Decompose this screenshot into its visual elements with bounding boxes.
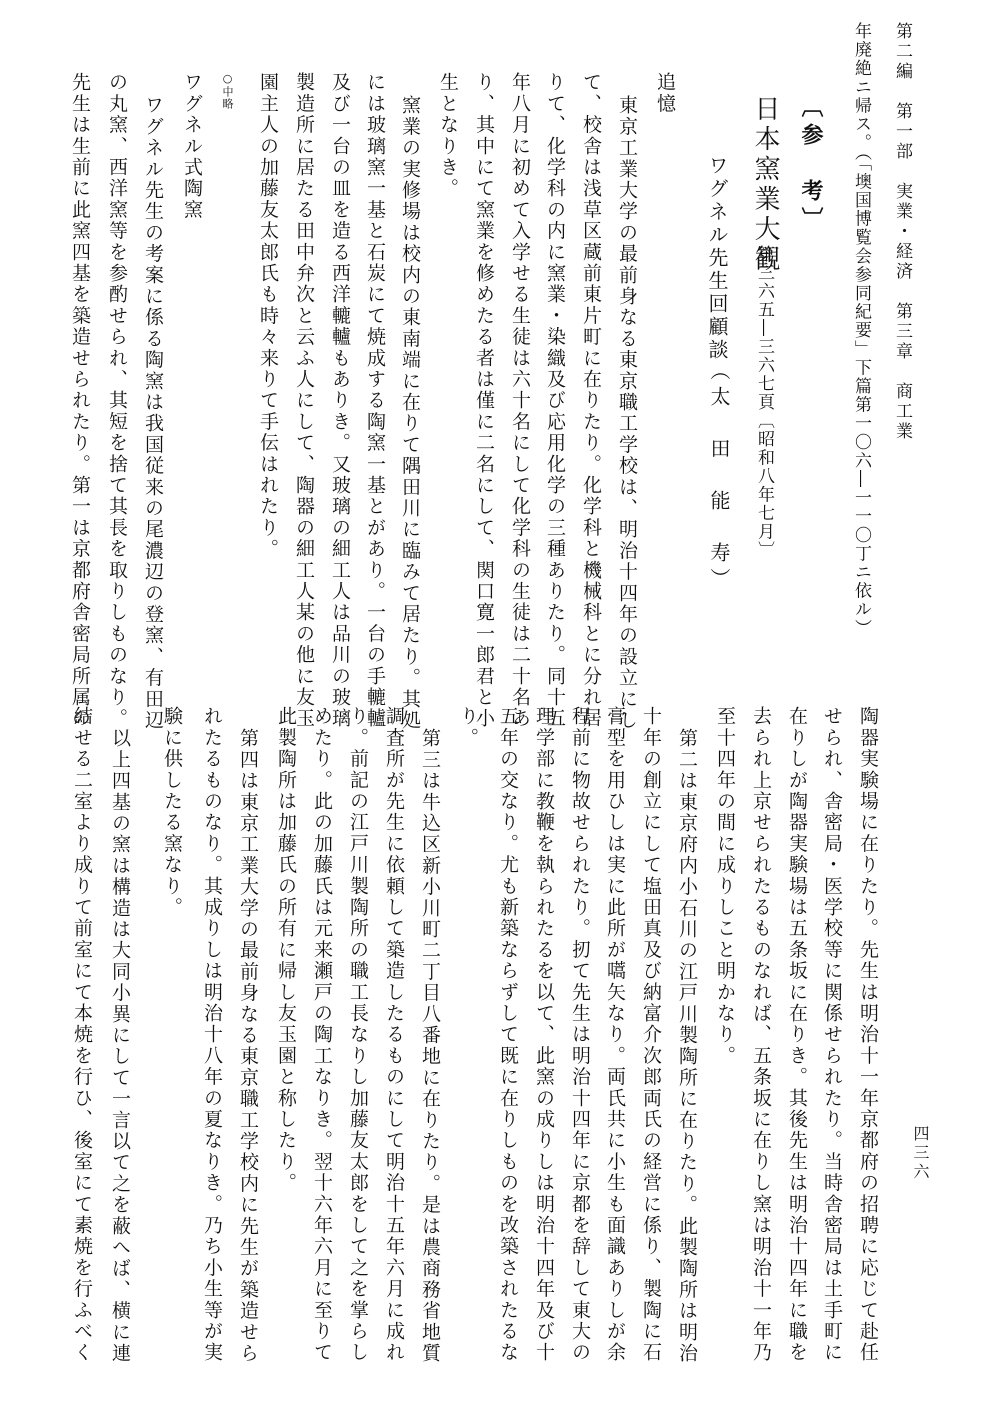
bottom-para2-line: り。 <box>457 706 479 749</box>
bottom-para2-line: 五年の交なり。尤も新築ならずして既に在りしものを改築されたるな <box>497 706 519 1364</box>
top-para3-line: 先生は生前に此窯四基を築造せられたり。第一は京都府舎密局所属の <box>69 72 91 730</box>
book-pages: 第三六五―三六七頁〔昭和八年七月〕 <box>754 245 774 560</box>
bottom-para3-line: 此製陶所は加藤氏の所有に帰し友玉園と称したり。 <box>275 706 297 1194</box>
bottom-para1-line: せられ、舎密局・医学校等に関係せられたり。当時舎密局は土手町に <box>821 706 843 1364</box>
top-para1-line: りて、化学科の内に窯業・染織及び応用化学の三種ありたり。同十五 <box>544 72 566 730</box>
top-para1-line: 東京工業大学の最前身なる東京職工学校は、明治十四年の設立にし <box>616 95 638 731</box>
bottom-para4-line: 験に供したる窯なり。 <box>161 706 183 918</box>
bottom-para2-line: 十年の創立にして塩田真及び納富介次郎両氏の経営に係り、製陶に石 <box>640 706 662 1364</box>
top-para1-line: り、其中にて窯業を修めたる者は僅に二名にして、関口寛一郎君と小 <box>473 72 495 730</box>
intro-line: 年廃絶ニ帰ス。（「墺国博覧会参同紀要」下篇第一〇六―一一〇丁ニ依ル） <box>851 22 871 638</box>
top-para1-line: 年八月に初めて入学せる生徒は六十名にして化学科の生徒は二十名あ <box>509 72 531 730</box>
bottom-para3-line: り。前記の江戸川製陶所の職工長なりし加藤友太郎をして之を掌らし <box>347 706 369 1364</box>
top-para3-line: の丸窯、西洋窯等を参酌せられ、其短を捨て其長を取りしものなり。 <box>106 72 128 730</box>
bottom-para2-line: 第二は東京府内小石川の江戸川製陶所に在りたり。此製陶所は明治 <box>676 728 698 1364</box>
bottom-para5-line: 以上四基の窯は構造は大同小異にして一言以て之を蔽へば、横に連 <box>109 728 131 1364</box>
bottom-para1-line: 陶器実験場に在りたり。先生は明治十一年京都府の招聘に応じて赴任 <box>857 706 879 1364</box>
page-number: 四三六 <box>911 1125 930 1182</box>
article-title: ワグネル先生回顧談 <box>705 155 729 362</box>
bottom-para4-line: 第四は東京工業大学の最前身なる東京職工学校内に先生が築造せら <box>237 728 259 1364</box>
bottom-para2-line: 理学部に教鞭を執られたるを以て、此窯の成りしは明治十四年及び十 <box>533 706 555 1364</box>
top-para1-line: て、校舎は浅草区蔵前東片町に在りたり。化学科と機械科とに分れ居 <box>580 72 602 730</box>
bottom-para3-line: 第三は牛込区新小川町二丁目八番地に在りたり。是は農商務省地質 <box>419 728 441 1364</box>
top-para2-line: 園主人の加藤友太郎氏も時々来りて手伝はれたり。 <box>257 72 279 560</box>
reference-label: 〔参 考〕 <box>798 95 824 235</box>
bottom-para5-line: 結せる二室より成りて前室にて本焼を行ひ、後室にて素焼を行ふべく <box>71 706 93 1364</box>
top-para3-line: ワグネル先生の考案に係る陶窯は我国従来の尾濃辺の登窯、有田辺 <box>142 95 164 731</box>
bottom-para4-line: れたるものなり。其成りしは明治十八年の夏なりき。乃ち小生等が実 <box>201 706 223 1364</box>
bottom-para1-line: 在りしが陶器実験場は五条坂に在りき。其後先生は明治十四年に職を <box>786 706 808 1364</box>
top-para1-line: 生となりき。 <box>437 72 459 200</box>
bottom-para3-line: めたり。此の加藤氏は元来瀬戸の陶工なりき。翌十六年六月に至りて <box>311 706 333 1364</box>
omission-note: ○中略 <box>221 72 234 110</box>
top-para2-line: 及び一台の皿を造る西洋轆轤もありき。又玻璃の細工人は品川の玻璃 <box>329 72 351 730</box>
top-para2-line: には玻璃窯一基と石炭にて焼成する陶窯一基とがあり。一台の手轆轤 <box>364 72 386 730</box>
bottom-para1-line: 去られ上京せられたるものなれば、五条坂に在りし窯は明治十一年乃 <box>750 706 772 1364</box>
author: （太 田 能 寿） <box>707 360 731 594</box>
top-para2-line: 製造所に居たる田中弁次と云ふ人にして、陶器の細工人某の他に友玉 <box>293 72 315 730</box>
section-recollection: 追憶 <box>654 72 676 115</box>
top-para2-line: 窯業の実修場は校内の東南端に在りて隅田川に臨みて居たり。其処 <box>399 95 421 731</box>
bottom-para3-line: 調査所が先生に依頼して築造したるものにして明治十五年六月に成れ <box>383 706 405 1364</box>
bottom-para1-line: 至十四年の間に成りしこと明かなり。 <box>714 706 736 1067</box>
section-kiln: ワグネル式陶窯 <box>181 72 203 221</box>
book-title: 日本窯業大観 <box>750 95 780 275</box>
bottom-para2-line: 程前に物故せられたり。扨て先生は明治十四年に京都を辞して東大の <box>569 706 591 1364</box>
running-head: 第二編 第一部 実業・経済 第三章 商工業 <box>892 22 912 442</box>
bottom-para2-line: 膏型を用ひしは実に此所が嚆矢なり。両氏共に小生も面識ありしが余 <box>604 706 626 1364</box>
